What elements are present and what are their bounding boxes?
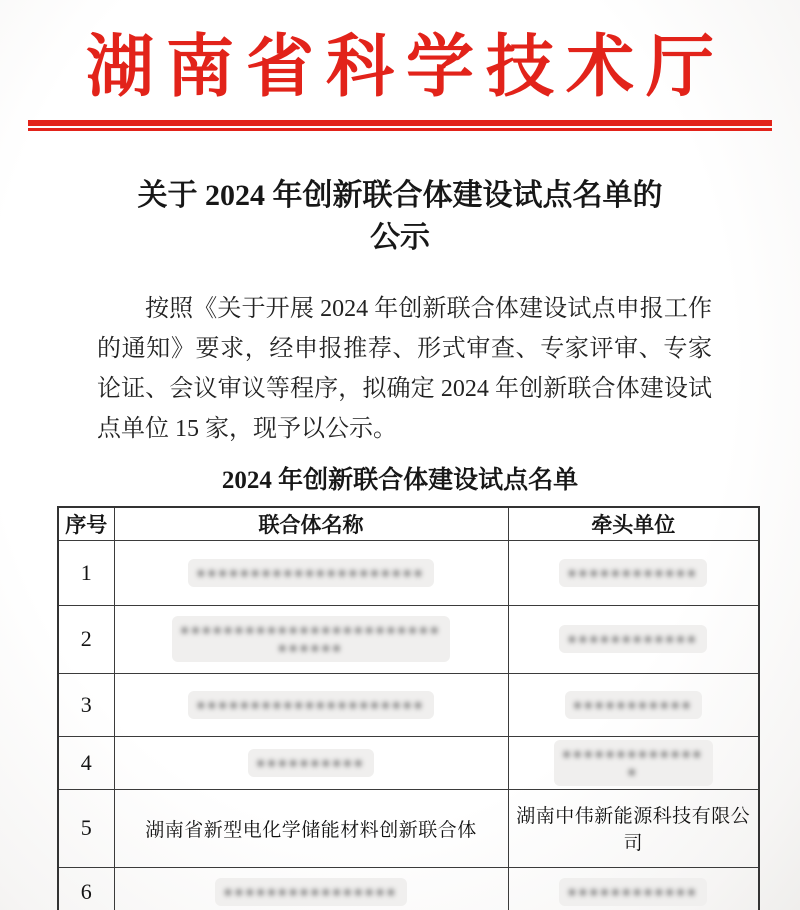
lead-unit-cell [508,789,759,867]
lead-unit-cell [508,867,759,910]
document-title-line2: 公示 [370,221,430,254]
announcement-paragraph: 按照《关于开展 2024 年创新联合体建设试点申报工作的通知》要求，经申报推荐、形式审查、专家评审、专家论证、会议审议等程序，拟确定 2024 年创新联合体建设试点单位 15 家，现予以公示。 [97,296,712,442]
consortium-name-cell [114,540,508,605]
pilot-list-table [57,506,760,910]
rule-thin-line [28,128,772,131]
redacted-content [565,691,702,719]
redacted-content [188,691,434,719]
lead-unit-cell [508,605,759,673]
consortium-name-cell [114,867,508,910]
row-number: 3 [58,673,114,736]
redacted-text-line: ●●●●●●●●●●●●● [562,745,704,761]
header-牵头单位: 牵头单位 [508,507,759,540]
table-row [58,867,759,910]
pilot-table-body [58,540,759,910]
row-number: 5 [58,789,114,867]
cell-text: 湖南省新型电化学储能材料创新联合体 [145,819,477,841]
table-header [58,507,759,540]
redacted-content [559,625,707,653]
row-number: 2 [58,605,114,673]
header-联合体名称: 联合体名称 [114,507,508,540]
redacted-content [559,559,707,587]
redacted-content [248,749,375,777]
header-序号: 序号 [58,507,114,540]
redacted-content [188,559,434,587]
lead-unit-cell [508,673,759,736]
redacted-content [215,878,407,906]
redacted-text-line: ●●●●●●●●●●●● [568,883,699,899]
redacted-text-line: ●●●●●●●●●● [256,754,366,770]
lead-unit-cell [508,736,759,789]
masthead-double-rule [28,120,772,131]
document-title [0,175,800,259]
table-row [58,673,759,736]
table-row [58,789,759,867]
agency-masthead: 湖南省科学技术厅 [85,29,726,105]
consortium-name-cell [114,789,508,867]
redacted-text-line: ●●●●●●●●●●● [573,696,693,712]
consortium-name-cell [114,736,508,789]
row-number: 4 [58,736,114,789]
table-row [58,736,759,789]
redacted-content [559,878,707,906]
redacted-text-line: ●●●●●●●●●●●●●●●●●●●●● [197,564,425,580]
redacted-text-line: ●●●●●●●●●●●●●●●●●●●●●●●● [180,622,442,637]
cell-text: 湖南中伟新能源科技有限公司 [516,806,751,854]
redacted-text-line: ●●●●●●●●●●●●●●●●●●●●● [197,696,425,712]
lead-unit-cell [508,540,759,605]
row-number: 6 [58,867,114,910]
row-number: 1 [58,540,114,605]
table-row [58,605,759,673]
redacted-content [172,616,450,662]
redacted-text-line: ●●●●●●●●●●●● [568,564,699,580]
table-title: 2024 年创新联合体建设试点名单 [221,467,579,494]
redacted-content [554,740,713,786]
redacted-text-line: ●●●●●● [278,640,344,655]
redacted-text-line: ●●●●●●●●●●●● [568,631,699,646]
consortium-name-cell [114,605,508,673]
redacted-text-line: ●●●●●●●●●●●●●●●● [224,883,398,899]
redacted-text-line: ● [627,763,639,779]
table-row [58,540,759,605]
table-header-row [58,507,759,540]
consortium-name-cell [114,673,508,736]
document-title-line1: 关于 2024 年创新联合体建设试点名单的 [137,179,663,212]
